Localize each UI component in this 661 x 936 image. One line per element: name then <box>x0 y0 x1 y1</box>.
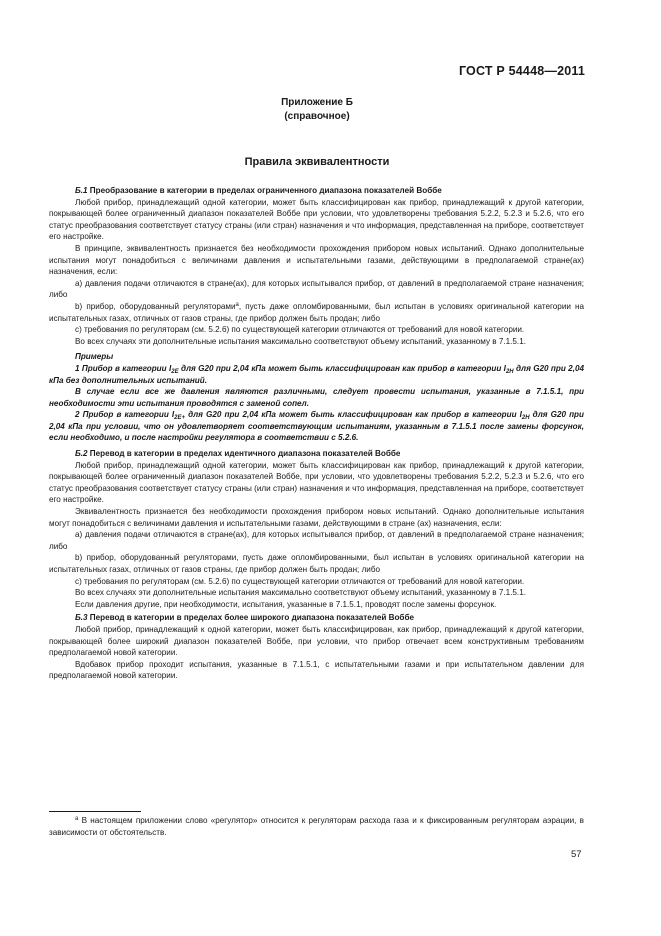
section-number: Б.1 <box>75 186 88 195</box>
list-item: а) давления подачи отличаются в стране(ах), для которых испытывался прибор, от давлений в предполагаемой стране назначения; либо <box>49 530 584 551</box>
footnote-separator <box>49 811 141 812</box>
examples-heading: Примеры <box>75 352 114 362</box>
paragraph: В принципе, эквивалентность признается без необходимости прохождения прибором новых испытаний. Однако дополнительные испытания могут понадобиться с величинами давления и испытательными газами, действующими в предполагаемой стране(ах) назначения, если: <box>49 243 584 277</box>
footnote-reference: a <box>235 301 239 308</box>
list-item: с) требования по регуляторам (см. 5.2.6) по существующей категории отличаются от требований для новой категории. <box>75 325 525 335</box>
section-title: Преобразование в категории в пределах ограниченного диапазона показателей Воббе <box>89 186 442 195</box>
paragraph: Любой прибор, принадлежащий одной категории, может быть классифицирован как прибор, принадлежащий к другой категории, покрывающей более ограниченный диапазон показателей Воббе при условии, что удовлетворены требования 5.2.2, 5.2.3 и 5.2.6, что его статус преобразования соответствует статусу страны (или стран) назначения и что информация, представленная на приборе, соответствует его настройке. <box>49 197 584 242</box>
paragraph: Любой прибор, принадлежащий одной категории, может быть классифицирован как прибор, принадлежащий к другой категории, покрывающей более ограниченный диапазон показателей Воббе, при условии, что удовлетворены требования 5.2.2, 5.2.3 и 5.2.6, что его статус преобразования соответствует статусу страны (или стран) назначения и что информация, представленная на приборе, соответствует его настройке. <box>49 460 584 505</box>
section-title: Перевод в категории в пределах идентичного диапазона показателей Воббе <box>89 449 401 459</box>
appendix-title: Приложение Б <box>281 97 353 108</box>
paragraph: Во всех случаях эти дополнительные испытания максимально соответствуют объему испытаний, указанному в 7.1.5.1. <box>75 336 526 346</box>
document-body <box>49 183 584 682</box>
example-1: 1 Прибор в категории $I_{2E}$ для G20 при 2,04 кПа может быть классифицирован как прибор в категории $I_{2H}$ для G20 при 2,04 кПа без дополнительных испытаний. <box>49 363 584 385</box>
list-item: с) требования по регуляторам (см. 5.2.6) по существующей категории отличаются от требований для новой категории. <box>75 576 525 586</box>
paragraph: Вдобавок прибор проходит испытания, указанные в 7.1.5.1, с испытательными газами и при испытательном давлении для предполагаемой новой категории. <box>49 659 584 681</box>
paragraph: Эквивалентность признается без необходимости прохождения прибором новых испытаний. Однако дополнительные испытания могут понадобиться с величинами давления и испытательными газами, действующими в стране (ах) назначения, если: <box>49 507 584 528</box>
footnote-text: В настоящем приложении слово «регулятор» относится к регуляторам расхода газа и к фиксированным регуляторам аэрации, в зависимости от обстоятельств. <box>49 816 584 837</box>
section-title: Перевод в категории в пределах более широкого диапазона показателей Воббе <box>89 613 414 623</box>
section-b3-heading <box>49 612 584 624</box>
page-number: 57 <box>571 849 582 860</box>
appendix-note: (справочное) <box>284 111 350 122</box>
paragraph: Во всех случаях эти дополнительные испытания максимально соответствуют объему испытаний, указанному в 7.1.5.1. <box>75 588 526 598</box>
list-item: а) давления подачи отличаются в стране(ах), для которых испытывался прибор, от давлений в предполагаемой стране назначения; либо <box>49 278 584 300</box>
list-item: b) прибор, оборудованный регуляторами$^a$, пусть даже опломбированными, был испытан в условиях оригинальной категории на испытательных газах, отличных от газов страны, где прибор должен быть продан; либо <box>49 301 584 323</box>
section-b2-heading <box>49 448 584 460</box>
example-1-continuation: В случае если все же давления являются различными, следует провести испытания, указанные в 7.1.5.1, при необходимости эти испытания проводятся с заменой сопел. <box>49 387 584 408</box>
appendix-heading <box>0 96 634 124</box>
footnote-mark: а <box>75 816 79 822</box>
section-number: Б.2 <box>75 449 88 459</box>
section-number: Б.3 <box>75 613 88 623</box>
footnote <box>49 815 584 838</box>
example-2: 2 Прибор в категории $I_{2E+}$ для G20 при 2,04 кПа может быть классифицирован как прибор в категории $I_{2H}$ для G20 при 2,04 кПа при условии, что он удовлетворяет соответствующим испытаниям, указанным в 7.1.5.1 после замены форсунок, если необходимо, и после настройки регулятора в соответствии с 5.2.6. <box>49 410 584 443</box>
document-standard-id: ГОСТ Р 54448—2011 <box>458 64 585 78</box>
paragraph: Если давления другие, при необходимости, испытания, указанные в 7.1.5.1, проводят после замены форсунок. <box>75 599 497 609</box>
paragraph: Любой прибор, принадлежащий к одной категории, может быть классифицирован, как прибор, принадлежащий к другой категории, покрывающей более широкий диапазон показателей Воббе, при условии, что прибор отвечает всем конструктивным требованиям предполагаемой новой категории. <box>49 624 584 658</box>
list-item: b) прибор, оборудованный регуляторами, пусть даже опломбированными, был испытан в условиях оригинальной категории на испытательных газах, отличных от газов страны, где прибор должен быть продан; либо <box>49 553 584 574</box>
page-title: Правила эквивалентности <box>244 156 390 168</box>
section-b1-heading <box>49 185 584 197</box>
